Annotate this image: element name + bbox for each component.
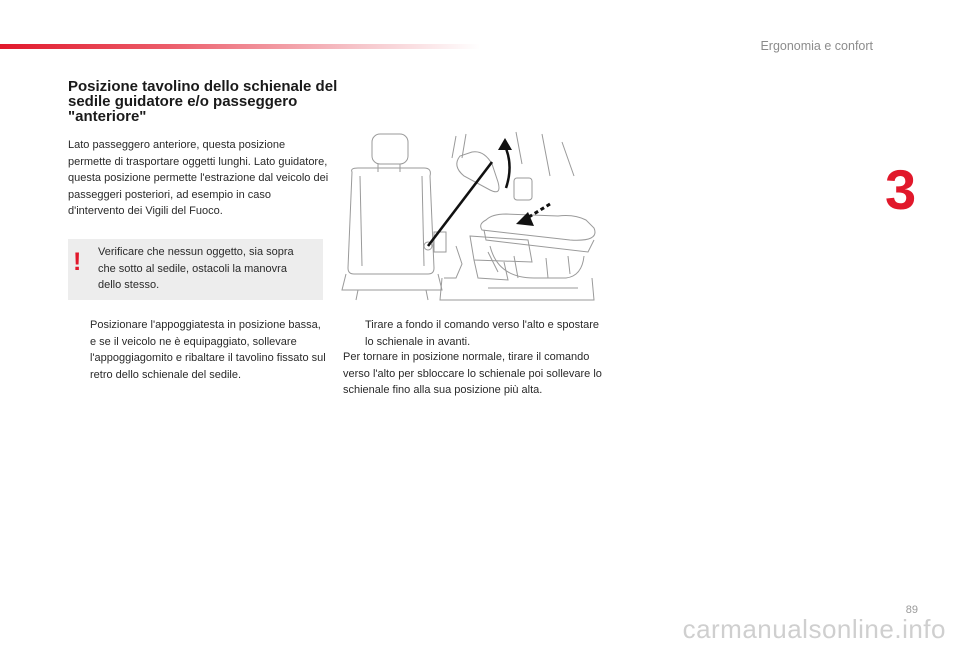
step-1-text: Posizionare l'appoggiatesta in posizione bassa, e se il veicolo ne è equipaggiato, sollevare l'appoggiagomito e ribaltare il tavolino fissato sul retro dello schienale del sedile. bbox=[90, 319, 326, 381]
intro-paragraph: Lato passeggero anteriore, questa posizione permette di trasportare oggetti lunghi. Lato guidatore, questa posizione permette l'estrazione dal veicolo dei passeggeri posteriori, ad esempio in caso d'intervento dei Vigili del Fuoco. bbox=[68, 139, 329, 217]
warning-icon: ! bbox=[73, 248, 82, 276]
seat-illustration bbox=[338, 128, 600, 304]
step-1 bbox=[68, 317, 326, 383]
header-accent-bar bbox=[0, 44, 480, 49]
step-2-text: Tirare a fondo il comando verso l'alto e spostare lo schienale in avanti. bbox=[365, 319, 600, 348]
warning-box bbox=[68, 239, 323, 300]
step-2 bbox=[343, 317, 601, 350]
article-title: Posizione tavolino dello schienale del sedile guidatore e/o passeggero "anteriore" bbox=[68, 78, 338, 125]
page-number: 89 bbox=[905, 604, 918, 616]
section-title: Ergonomia e confort bbox=[760, 39, 873, 53]
watermark: carmanualsonline.info bbox=[682, 614, 946, 644]
warning-text: Verificare che nessun oggetto, sia sopra che sotto al sedile, ostacoli la manovra dello stesso. bbox=[98, 246, 294, 291]
chapter-number: 3 bbox=[885, 158, 917, 221]
return-note: Per tornare in posizione normale, tirare il comando verso l'alto per sbloccare lo schienale poi sollevare lo schienale fino alla sua posizione più alta. bbox=[343, 351, 602, 396]
